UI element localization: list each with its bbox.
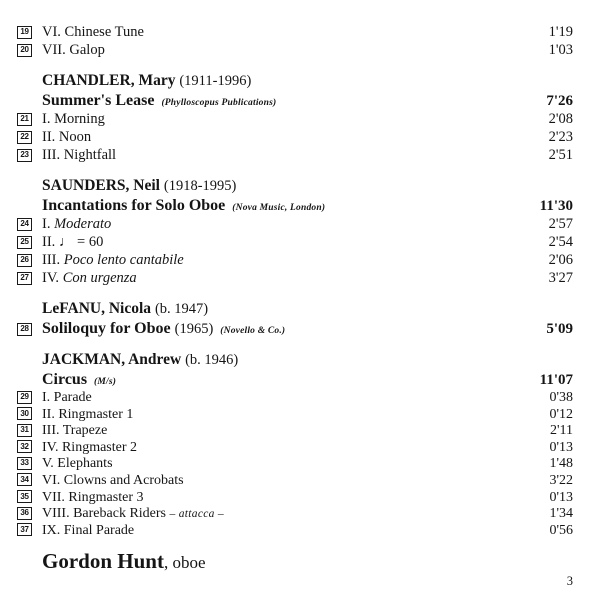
track-row [17, 147, 573, 165]
badge-column [17, 42, 42, 59]
track-number-badge: 23 [17, 149, 32, 162]
track-row [17, 523, 573, 540]
composer-dates: (b. 1946) [185, 352, 239, 368]
track-row [17, 506, 573, 523]
movement-name: Con urgenza [62, 270, 137, 286]
track-title [42, 216, 549, 233]
track-title: I. Morning [42, 111, 105, 127]
work-heading [17, 320, 573, 339]
composer-name: LeFANU, Nicola [42, 300, 152, 317]
work-title: Soliloquy for Oboe [42, 320, 171, 337]
track-number-badge: 33 [17, 457, 32, 470]
track-number-badge: 36 [17, 507, 32, 520]
track-title: IV. Ringmaster 2 [42, 439, 138, 455]
composer-heading [17, 300, 573, 320]
track-row [17, 407, 573, 424]
track-number-badge: 22 [17, 131, 32, 144]
performer-line [42, 549, 573, 574]
track-duration: 1'34 [549, 506, 573, 522]
work-title-line [42, 320, 546, 338]
track-title [42, 506, 549, 522]
track-title-tempo-marking: II. ♩ = 60 [42, 234, 104, 250]
work-title-line [42, 371, 540, 389]
work-duration: 11'30 [539, 198, 573, 214]
track-number-badge: 30 [17, 407, 32, 420]
track-duration: 1'19 [548, 24, 573, 40]
badge-column [17, 270, 42, 287]
performer-name: Gordon Hunt [42, 549, 164, 574]
composer-dates: (1911-1996) [179, 73, 252, 89]
track-number-badge: 19 [17, 26, 32, 39]
track-row [17, 456, 573, 473]
track-title: I. Parade [42, 390, 92, 405]
badge-column [17, 252, 42, 269]
track-duration: 2'23 [548, 129, 573, 145]
track-row [17, 473, 573, 490]
tracklist-section-saunders [17, 177, 573, 288]
work-heading [17, 92, 573, 111]
track-duration: 1'03 [548, 42, 573, 58]
track-duration: 2'54 [548, 234, 573, 250]
track-duration: 2'51 [548, 147, 573, 163]
work-title-line [42, 92, 546, 110]
badge-column [17, 234, 42, 251]
work-publisher: (Novello & Co.) [220, 326, 286, 336]
track-title: VII. Ringmaster 3 [42, 489, 144, 505]
track-duration: 2'06 [548, 252, 573, 268]
work-duration: 7'26 [546, 93, 573, 109]
badge-column [17, 407, 42, 423]
track-duration: 0'13 [549, 489, 573, 505]
work-duration: 11'07 [539, 372, 573, 388]
movement-numeral: I. [42, 216, 51, 232]
track-title-text: VIII. Bareback Riders [42, 506, 167, 522]
performer-role: , oboe [163, 553, 206, 573]
composer-name-line [42, 300, 573, 318]
movement-name: Poco lento cantabile [63, 252, 184, 268]
composer-name: CHANDLER, Mary [42, 72, 176, 89]
tracklist-section-lefanu [17, 300, 573, 339]
work-publisher: (Nova Music, London) [232, 203, 326, 213]
track-duration: 2'11 [549, 423, 573, 439]
track-duration: 0'12 [549, 406, 573, 422]
track-duration: 2'57 [548, 216, 573, 232]
work-heading [17, 371, 573, 390]
work-publisher: (M/s) [94, 377, 117, 387]
composer-heading [17, 351, 573, 371]
badge-column [17, 129, 42, 146]
badge-column [17, 390, 42, 406]
track-duration: 3'22 [549, 472, 573, 488]
track-number-badge: 35 [17, 490, 32, 503]
tracklist-section-continuation [17, 24, 573, 60]
track-duration: 3'27 [548, 270, 573, 286]
badge-column [17, 24, 42, 41]
track-duration: 0'56 [549, 522, 573, 538]
badge-column [17, 506, 42, 522]
track-number-badge: 24 [17, 218, 32, 231]
track-number-badge: 26 [17, 254, 32, 267]
track-number-badge: 34 [17, 473, 32, 486]
badge-column [17, 523, 42, 539]
badge-column [17, 147, 42, 164]
work-year: (1965) [174, 321, 214, 337]
work-title: Summer's Lease [42, 92, 155, 109]
badge-column [17, 456, 42, 472]
track-row [17, 440, 573, 457]
track-row [17, 423, 573, 440]
track-title: III. Trapeze [42, 423, 108, 439]
track-row [17, 252, 573, 270]
track-duration: 0'38 [549, 390, 573, 405]
track-title: II. Ringmaster 1 [42, 406, 134, 422]
track-row [17, 111, 573, 129]
track-row [17, 390, 573, 407]
track-number-badge: 25 [17, 236, 32, 249]
movement-numeral: III. [42, 252, 61, 268]
track-number-badge: 28 [17, 323, 32, 336]
track-number-badge: 20 [17, 44, 32, 57]
tracklist-section-jackman [17, 351, 573, 539]
track-number-badge: 27 [17, 272, 32, 285]
badge-column [17, 440, 42, 456]
track-duration: 1'48 [549, 456, 573, 472]
badge-column [17, 111, 42, 128]
composer-name-line [42, 72, 573, 90]
track-title: V. Elephants [42, 456, 113, 472]
track-row [17, 270, 573, 288]
composer-name-line [42, 177, 573, 195]
tracklist-section-chandler [17, 72, 573, 165]
performer-credit [17, 549, 573, 575]
work-publisher: (Phylloscopus Publications) [161, 98, 277, 108]
track-duration: 0'13 [549, 439, 573, 455]
track-title: VI. Chinese Tune [42, 24, 144, 40]
movement-numeral: IV. [42, 270, 60, 286]
composer-name-line [42, 351, 573, 369]
composer-dates: (b. 1947) [154, 301, 209, 317]
badge-column [17, 423, 42, 439]
track-row [17, 24, 573, 42]
track-title: II. Noon [42, 129, 92, 145]
track-number-badge: 29 [17, 391, 32, 404]
composer-heading [17, 72, 573, 92]
track-row [17, 490, 573, 507]
page-number: 3 [566, 574, 573, 588]
track-title [42, 252, 549, 269]
track-number-badge: 32 [17, 440, 32, 453]
track-title [42, 270, 549, 287]
track-row [17, 216, 573, 234]
badge-column [17, 216, 42, 233]
track-number-badge: 21 [17, 113, 32, 126]
work-heading [17, 197, 573, 216]
track-row [17, 129, 573, 147]
track-number-badge: 31 [17, 424, 32, 437]
work-title: Circus [42, 371, 88, 388]
track-title: III. Nightfall [42, 147, 117, 163]
composer-heading [17, 177, 573, 197]
track-row [17, 234, 573, 252]
track-title: IX. Final Parade [42, 522, 135, 538]
badge-column [17, 320, 42, 338]
track-number-badge: 37 [17, 523, 32, 536]
work-duration: 5'09 [546, 321, 573, 337]
movement-name: Moderato [54, 216, 112, 232]
attacca-note: – attacca – [169, 508, 224, 521]
composer-dates: (1918-1995) [163, 178, 237, 194]
track-row [17, 42, 573, 60]
badge-column [17, 490, 42, 506]
track-title: VII. Galop [42, 42, 105, 58]
composer-name: SAUNDERS, Neil [42, 177, 160, 194]
badge-column [17, 473, 42, 489]
composer-name: JACKMAN, Andrew [42, 351, 182, 368]
track-title: VI. Clowns and Acrobats [42, 472, 184, 488]
work-title: Incantations for Solo Oboe [42, 197, 226, 214]
work-title-line [42, 197, 540, 215]
track-duration: 2'08 [548, 111, 573, 127]
